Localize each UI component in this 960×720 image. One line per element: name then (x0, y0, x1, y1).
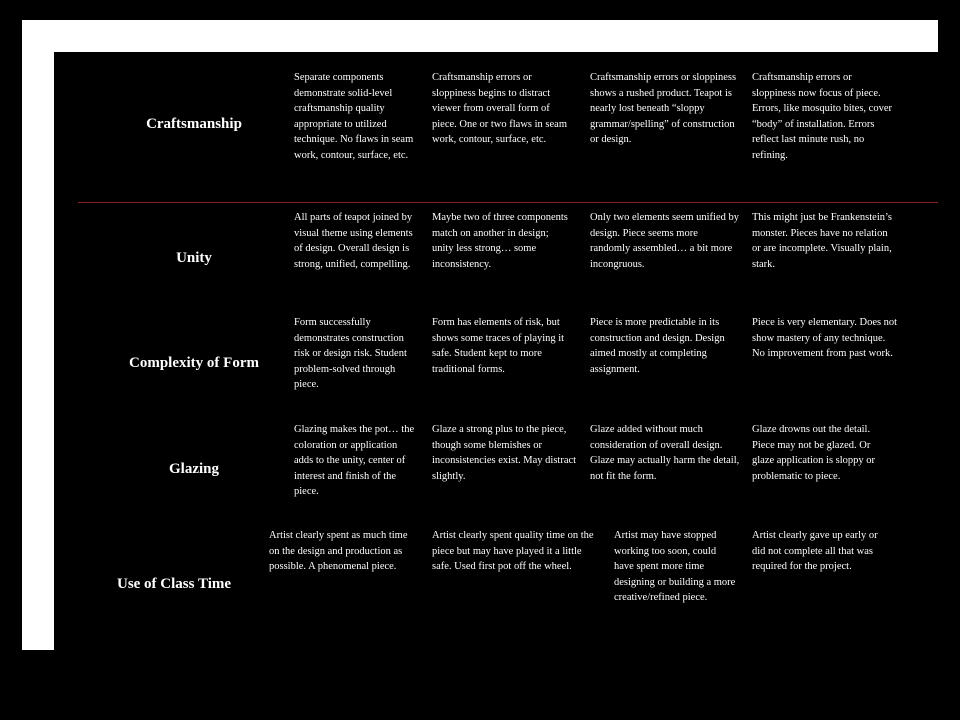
rubric-cell-fair: Craftsmanship errors or sloppiness shows a rushed product. Teapot is nearly lost beneath “sloppy grammar/spelling” of construction or design. (590, 72, 737, 146)
rubric-cell-poor: Craftsmanship errors or sloppiness now focus of piece. Errors, like mosquito bites, cover “body” of installation. Errors reflect last minute rush, no refining. (752, 72, 892, 161)
rubric-cell-fair: Only two elements seem unified by design. Piece seems more randomly assembled… a bit more incongruous. (590, 212, 740, 270)
rubric-cell-good: Craftsmanship errors or sloppiness begins to distract viewer from overall form of piece. One or two flaws in seam work, contour, surface, etc. (432, 72, 567, 146)
rubric-table (54, 52, 938, 662)
criterion-label: Use of Class Time (116, 576, 232, 592)
criterion-label: Craftsmanship (146, 116, 242, 132)
rubric-cell-poor: This might just be Frankenstein’s monster. Pieces have no relation or are incomplete. Visually plain, stark. (752, 212, 892, 270)
rubric-cell-good: Glaze a strong plus to the piece, though some blemishes or inconsistencies exist. May distract slightly. (432, 424, 577, 482)
rubric-cell-good: Maybe two of three components match on another in design; unity less strong… some inconsistency. (432, 212, 568, 270)
rubric-cell-excellent: Form successfully demonstrates construction risk or design risk. Student problem-solved through piece. (294, 317, 407, 391)
rubric-cell-good: Form has elements of risk, but shows some traces of playing it safe. Student kept to more traditional forms. (432, 317, 565, 375)
rubric-cell-fair: Glaze added without much consideration of overall design. Glaze may actually harm the detail, not fit the form. (590, 424, 740, 482)
rubric-cell-poor: Piece is very elementary. Does not show mastery of any technique. No improvement from past work. (752, 317, 898, 360)
rubric-cell-excellent: Separate components demonstrate solid-level craftsmanship quality appropriate to utilized technique. No flaws in seam work, contour, surface, etc. (294, 72, 414, 161)
criterion-label: Glazing (168, 461, 219, 477)
rubric-cell-fair: Artist may have stopped working too soon, could have spent more time designing or building a more creative/refined piece. (614, 530, 736, 604)
criterion-label: Unity (176, 250, 212, 266)
row-divider (78, 202, 938, 203)
rubric-cell-poor: Artist clearly gave up early or did not complete all that was required for the project. (752, 530, 878, 573)
criterion-label: Complexity of Form (129, 355, 259, 371)
rubric-cell-poor: Glaze drowns out the detail. Piece may not be glazed. Or glaze application is sloppy or problematic to piece. (752, 424, 876, 482)
slide-frame (22, 20, 938, 650)
rubric-cell-good: Artist clearly spent quality time on the piece but may have played it a little safe. Used first pot off the wheel. (432, 530, 594, 573)
rubric-cell-excellent: Glazing makes the pot… the coloration or application adds to the unity, center of interest and finish of the piece. (294, 424, 415, 498)
rubric-cell-excellent: Artist clearly spent as much time on the design and production as possible. A phenomenal piece. (269, 530, 408, 573)
rubric-cell-fair: Piece is more predictable in its construction and design. Design aimed mostly at completing assignment. (590, 317, 725, 375)
slide-panel (54, 52, 938, 662)
rubric-cell-excellent: All parts of teapot joined by visual theme using elements of design. Overall design is strong, unified, compelling. (294, 212, 413, 270)
